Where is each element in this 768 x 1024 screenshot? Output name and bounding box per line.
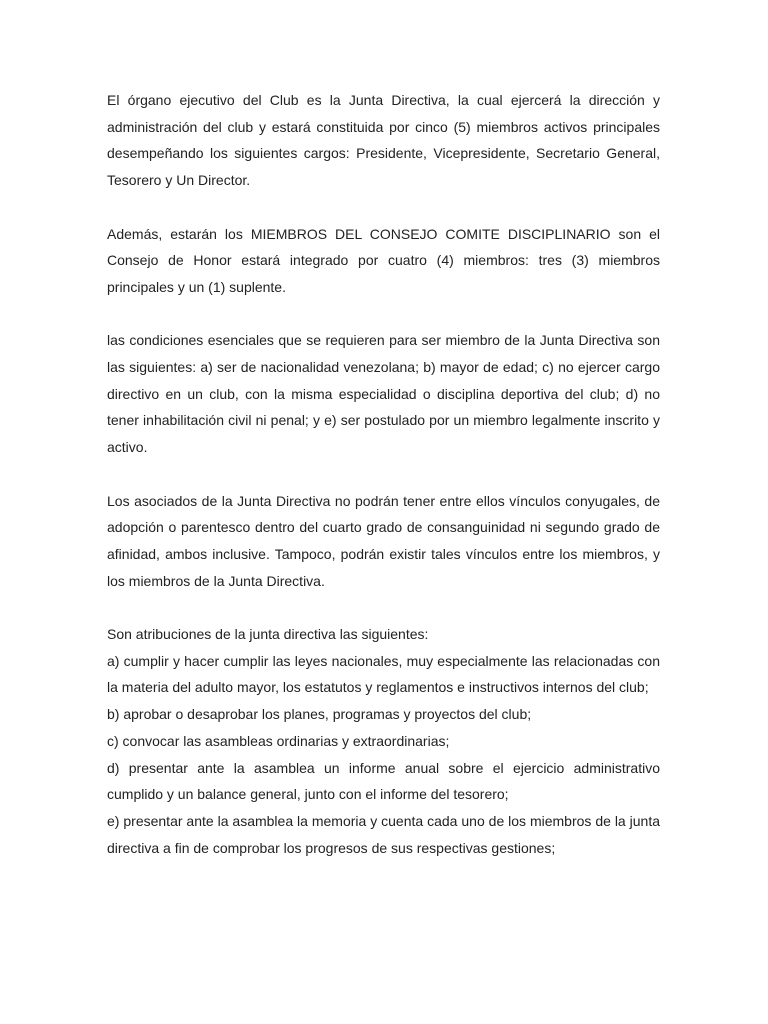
list-item: c) convocar las asambleas ordinarias y extraordinarias; <box>107 732 450 749</box>
paragraph-vinculos: Los asociados de la Junta Directiva no podrán tener entre ellos vínculos conyugales, de adopción o parentesco dentro del cuarto grado de consanguinidad ni segundo grado de afinidad, ambos inclusive. Tampoco, podrán existir tales vínculos entre los miembros, y los miembros de la Junta Directiva. <box>107 492 660 589</box>
list-intro: Son atribuciones de la junta directiva las siguientes: <box>107 626 429 642</box>
paragraph-consejo-honor: Además, estarán los MIEMBROS DEL CONSEJO COMITE DISCIPLINARIO son el Consejo de Honor estará integrado por cuatro (4) miembros: tres (3) miembros principales y un (1) suplente. <box>107 225 660 295</box>
list-item: a) cumplir y hacer cumplir las leyes nacionales, muy especialmente las relacionadas con la materia del adulto mayor, los estatutos y reglamentos e instructivos internos del club; <box>107 652 660 696</box>
paragraph-junta-directiva: El órgano ejecutivo del Club es la Junta Directiva, la cual ejercerá la dirección y administración del club y estará constituida por cinco (5) miembros activos principales desempeñando los siguientes cargos: Presidente, Vicepresidente, Secretario General, Tesorero y Un Director. <box>107 92 660 189</box>
list-item: e) presentar ante la asamblea la memoria y cuenta cada uno de los miembros de la junta directiva a fin de comprobar los progresos de sus respectivas gestiones; <box>107 812 660 856</box>
paragraph-condiciones: las condiciones esenciales que se requieren para ser miembro de la Junta Directiva son las siguientes: a) ser de nacionalidad venezolana; b) mayor de edad; c) no ejercer cargo directivo en un club, con la misma especialidad o disciplina deportiva del club; d) no tener inhabilitación civil ni penal; y e) ser postulado por un miembro legalmente inscrito y activo. <box>107 332 660 456</box>
list-item: d) presentar ante la asamblea un informe anual sobre el ejercicio administrativo cumplido y un balance general, junto con el informe del tesorero; <box>107 759 660 803</box>
list-item: b) aprobar o desaprobar los planes, programas y proyectos del club; <box>107 706 532 723</box>
document-page <box>107 87 660 861</box>
